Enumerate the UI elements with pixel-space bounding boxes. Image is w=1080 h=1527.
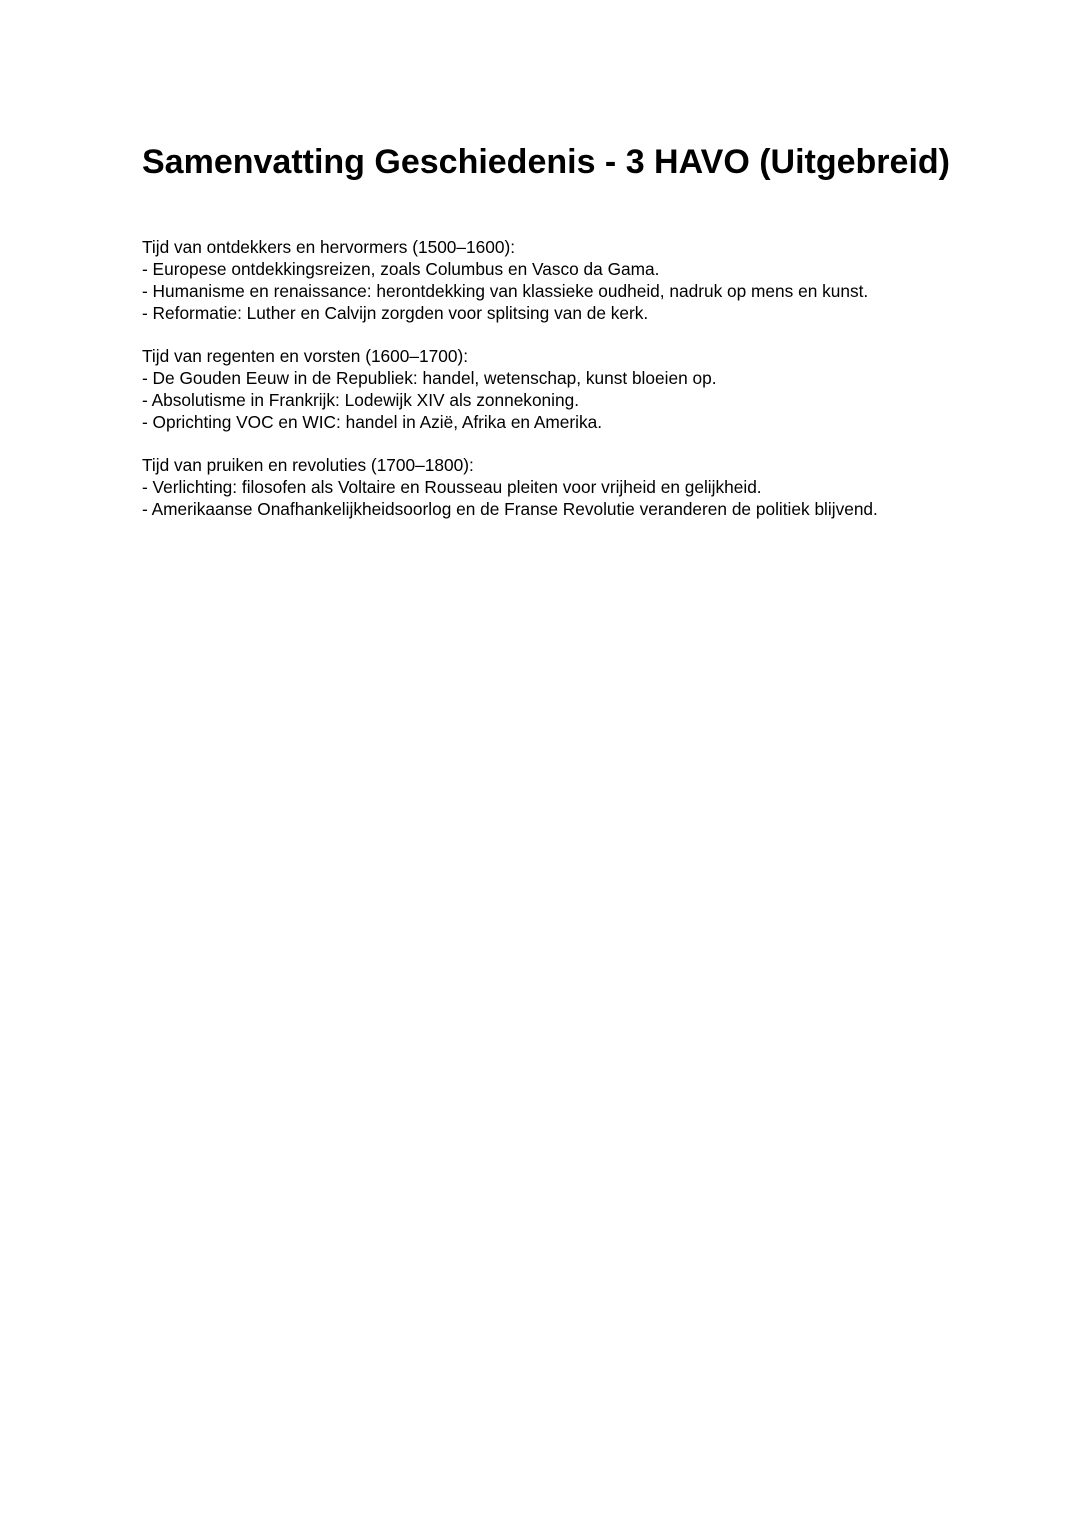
list-item: - De Gouden Eeuw in de Republiek: handel, wetenschap, kunst bloeien op.	[142, 368, 717, 388]
list-item: - Reformatie: Luther en Calvijn zorgden voor splitsing van de kerk.	[142, 303, 649, 323]
list-item: - Verlichting: filosofen als Voltaire en Rousseau pleiten voor vrijheid en gelijkheid.	[142, 477, 762, 497]
list-item: - Europese ontdekkingsreizen, zoals Columbus en Vasco da Gama.	[142, 259, 660, 279]
list-item: - Humanisme en renaissance: herontdekking van klassieke oudheid, nadruk op mens en kunst.	[142, 281, 869, 301]
list-item: - Absolutisme in Frankrijk: Lodewijk XIV als zonnekoning.	[142, 390, 580, 410]
document-title: Samenvatting Geschiedenis - 3 HAVO (Uitgebreid)	[142, 143, 950, 181]
section-heading: Tijd van pruiken en revoluties (1700–1800):	[142, 455, 474, 475]
list-item: - Oprichting VOC en WIC: handel in Azië, Afrika en Amerika.	[142, 412, 603, 432]
section-pruiken-revoluties	[142, 454, 1042, 520]
section-ontdekkers-hervormers	[142, 236, 1042, 324]
document-body	[142, 236, 1042, 541]
section-heading: Tijd van regenten en vorsten (1600–1700):	[142, 346, 468, 366]
section-heading: Tijd van ontdekkers en hervormers (1500–1600):	[142, 237, 516, 257]
section-regenten-vorsten	[142, 345, 1042, 433]
list-item: - Amerikaanse Onafhankelijkheidsoorlog en de Franse Revolutie veranderen de politiek blijvend.	[142, 499, 878, 519]
